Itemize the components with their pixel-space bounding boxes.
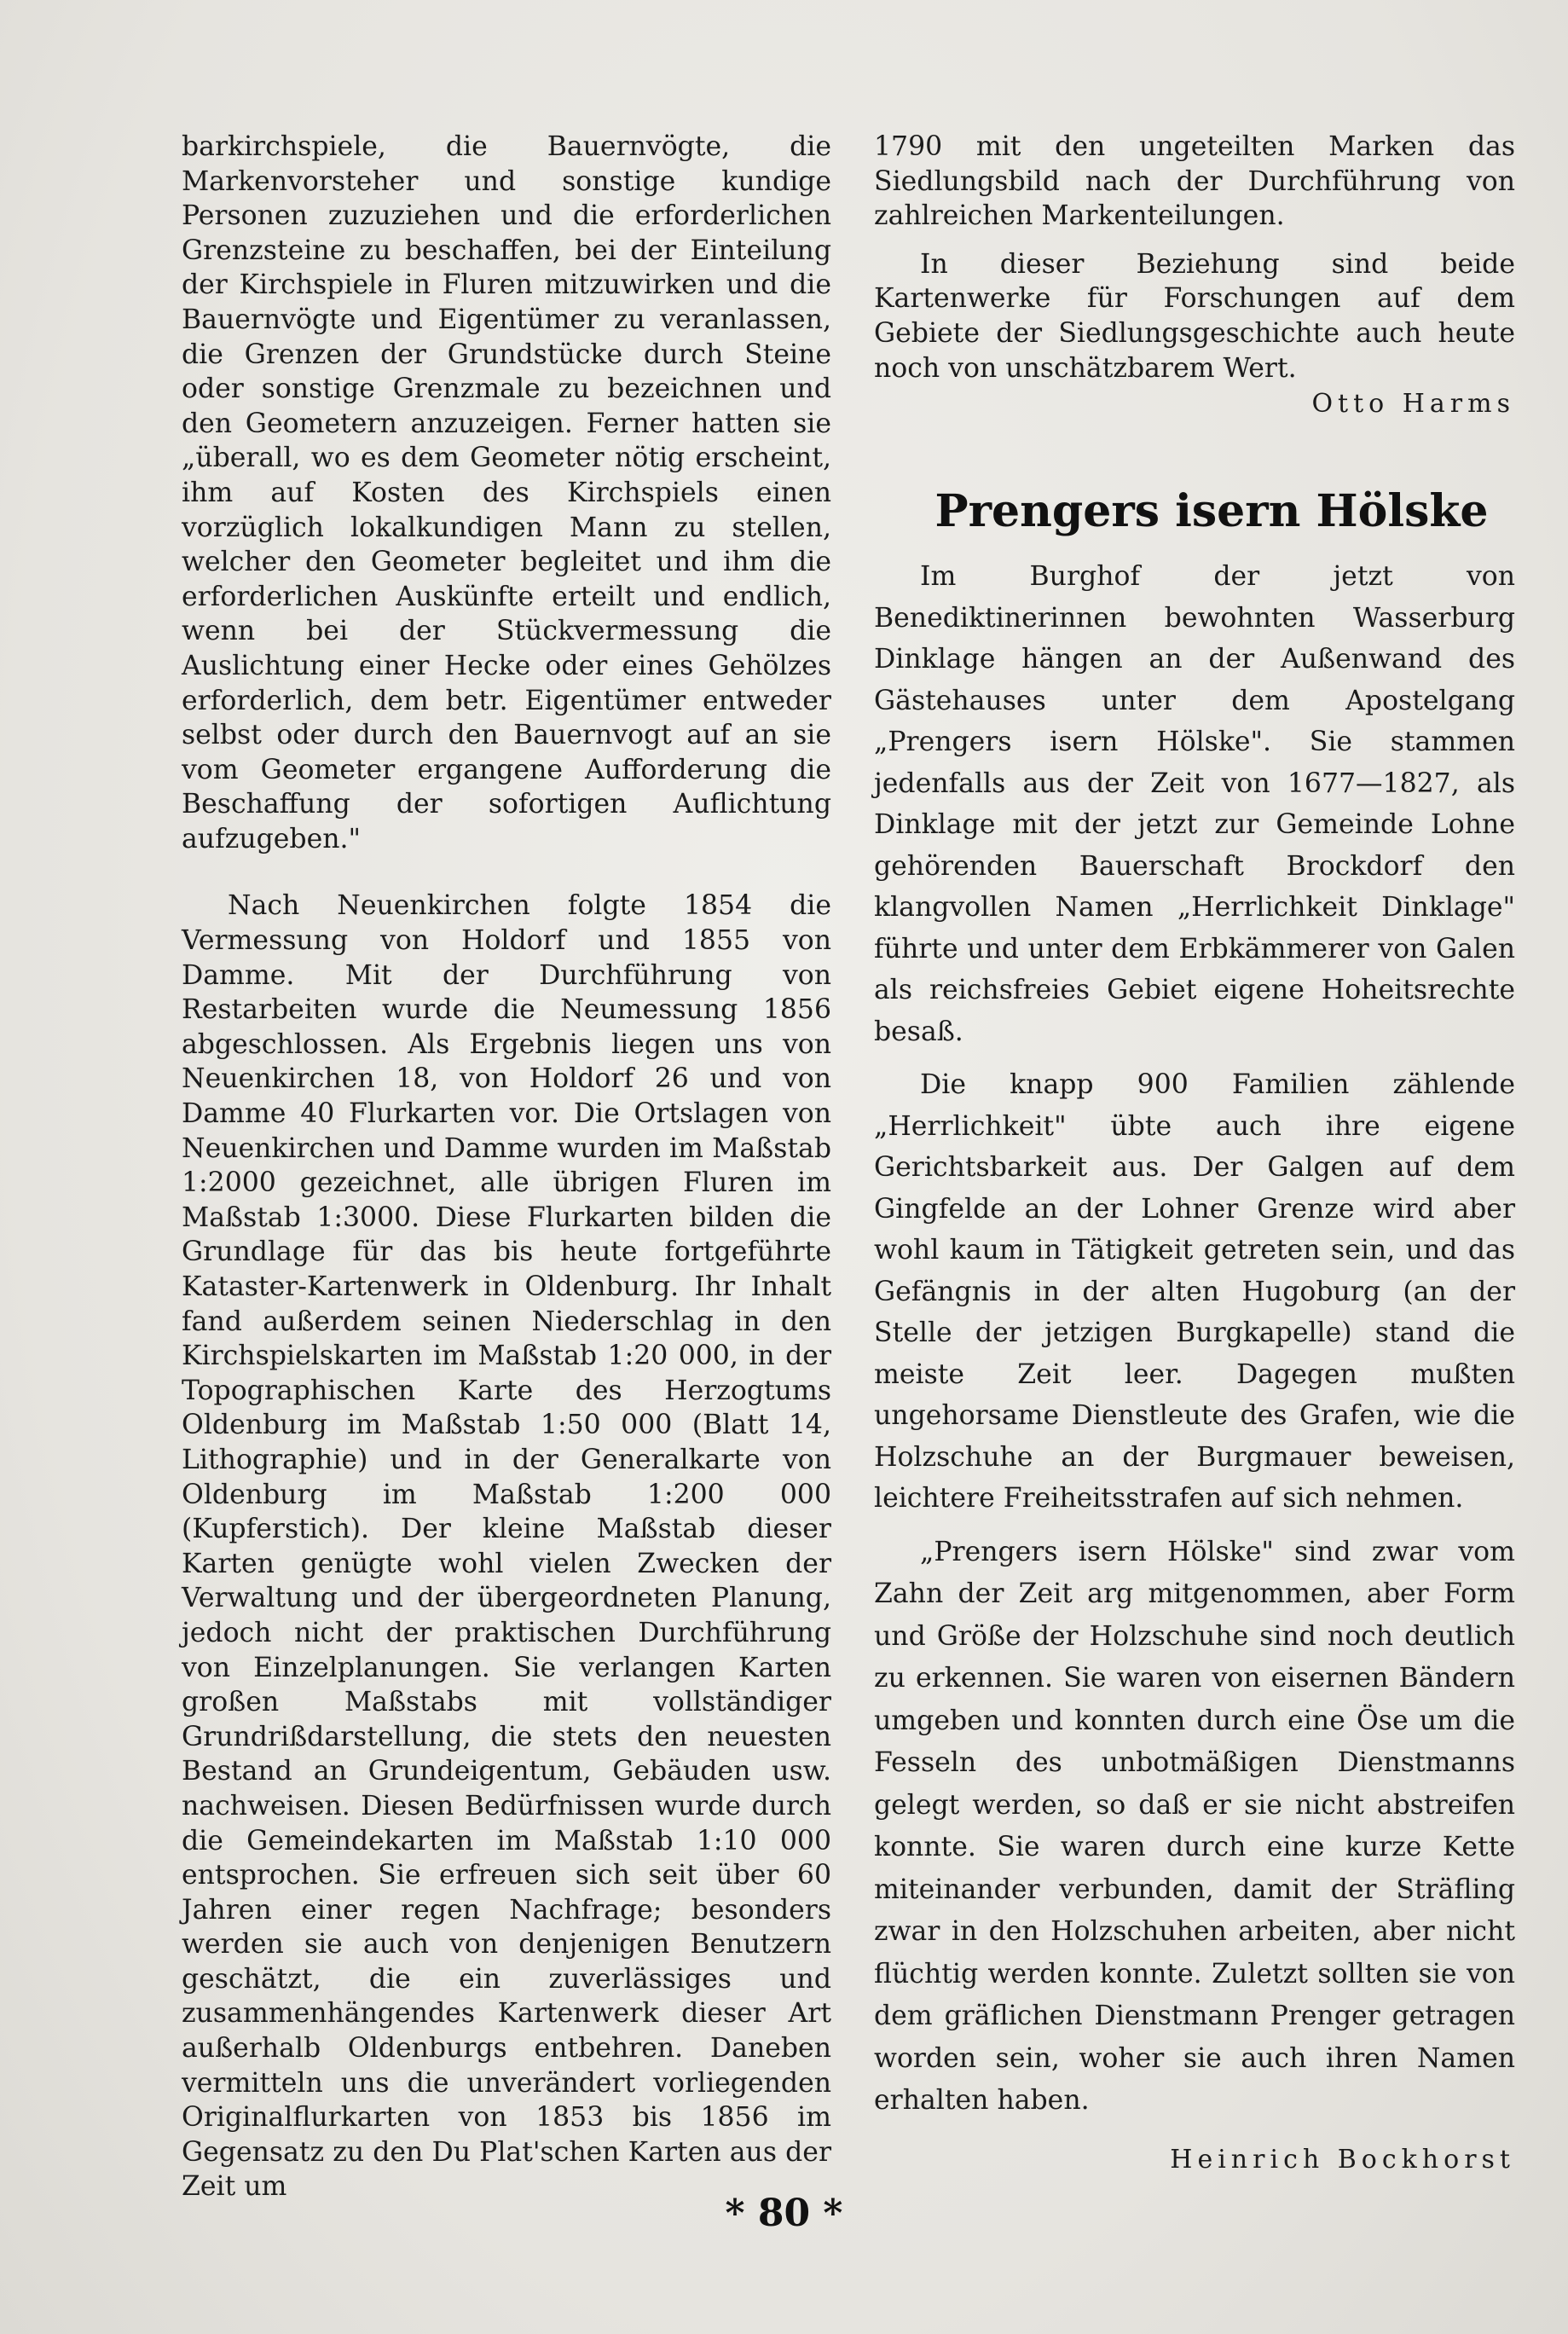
left-paragraph-2: Nach Neuenkirchen folgte 1854 die Vermessung von Holdorf und 1855 von Damme. Mit der Durchführung von Restarbeiten wurde die Neumessung 1856 abgeschlossen. Als Ergebnis liegen uns von Neuenkirchen 18, von Holdorf 26 und von Damme 40 Flurkarten vor. Die Ortslagen von Neuenkirchen und Damme wurden im Maßstab 1:2000 gezeichnet, alle übrigen Fluren im Maßstab 1:3000. Diese Flurkarten bilden die Grundlage für das bis heute fortgeführte Kataster-Kartenwerk in Oldenburg. Ihr Inhalt fand außerdem seinen Niederschlag in den Kirchspielskarten im Maßstab 1:20 000, in der Topographischen Karte des Herzogtums Oldenburg im Maßstab 1:50 000 (Blatt 14, Lithographie) und in der Generalkarte von Oldenburg im Maßstab 1:200 000 (Kupferstich). Der kleine Maßstab dieser Karten genügte wohl vielen Zwecken der Verwaltung und der übergeordneten Planung, jedoch nicht der praktischen Durchführung von Einzelplanungen. Sie verlangen Karten großen Maßstabs mit vollständiger Grundrißdarstellung, die stets den neuesten Bestand an Grundeigentum, Gebäuden usw. nachweisen. Diesen Bedürfnissen wurde durch die Gemeindekarten im Maßstab 1:10 000 entsprochen. Sie erfreuen sich seit über 60 Jahren einer regen Nachfrage; besonders werden sie auch von denjenigen Benutzern geschätzt, die ein zuverlässiges und zusammenhängendes Kartenwerk dieser Art außerhalb Oldenburgs entbehren. Daneben vermitteln uns die unverändert vorliegenden Originalflurkarten von 1853 bis 1856 im Gegensatz zu den Du Plat'schen Karten aus der Zeit um [182, 890, 831, 2203]
left-paragraph-1: barkirchspiele, die Bauernvögte, die Markenvorsteher und sonstige kundige Personen zuzuziehen und die erforderlichen Grenzsteine zu beschaffen, bei der Einteilung der Kirchspiele in Fluren mitzuwirken und die Bauernvögte und Eigentümer zu veranlassen, die Grenzen der Grundstücke durch Steine oder sonstige Grenzmale zu bezeichnen und den Geometern anzuzeigen. Ferner hatten sie „überall, wo es dem Geometer nötig erscheint, ihm auf Kosten des Kirchspiels einen vorzüglich lokalkundigen Mann zu stellen, welcher den Geometer begleitet und ihm die erforderlichen Auskünfte erteilt und endlich, wenn bei der Stückvermessung die Auslichtung einer Hecke oder eines Gehölzes erforderlich, dem betr. Eigentümer entweder selbst oder durch den Bauernvogt auf an sie vom Geometer ergangene Aufforderung die Beschaffung der sofortigen Auflichtung aufzugeben." [182, 131, 831, 854]
right-paragraph-1: 1790 mit den ungeteilten Marken das Siedlungsbild nach der Durchführung von zahlreichen Markenteilungen. [874, 131, 1515, 232]
left-column [182, 130, 831, 2204]
right-paragraph-2: In dieser Beziehung sind beide Kartenwerke für Forschungen auf dem Gebiete der Siedlungsgeschichte auch heute noch von unschätzbarem Wert. [874, 248, 1515, 384]
right-paragraph-3: Im Burghof der jetzt von Benediktinerinnen bewohnten Wasserburg Dinklage hängen an der Außenwand des Gästehauses unter dem Apostelgang „Prengers isern Hölske". Sie stammen jedenfalls aus der Zeit von 1677—1827, als Dinklage mit der jetzt zur Gemeinde Lohne gehörenden Bauerschaft Brockdorf den klangvollen Namen „Herrlichkeit Dinklage" führte und unter dem Erbkämmerer von Galen als reichsfreies Gebiet eigene Hoheitsrechte besaß. [874, 561, 1515, 1047]
right-paragraph-4: Die knapp 900 Familien zählende „Herrlichkeit" übte auch ihre eigene Gerichtsbarkeit aus. Der Galgen auf dem Gingfelde an der Lohner Grenze wird aber wohl kaum in Tätigkeit getreten sein, und das Gefängnis in der alten Hugoburg (an der Stelle der jetzigen Burgkapelle) stand die meiste Zeit leer. Dagegen mußten ungehorsame Dienstleute des Grafen, wie die Holzschuhe an der Burgmauer beweisen, leichtere Freiheitsstrafen auf sich nehmen. [874, 1069, 1515, 1514]
article-heading: Prengers isern Hölske [934, 485, 1489, 538]
right-column [874, 130, 1515, 2177]
right-paragraph-5: „Prengers isern Hölske" sind zwar vom Zahn der Zeit arg mitgenommen, aber Form und Größe der Holzschuhe sind noch deutlich zu erkennen. Sie waren von eisernen Bändern umgeben und konnten durch eine Öse um die Fesseln des unbotmäßigen Dienstmanns gelegt werden, so daß er sie nicht abstreifen konnte. Sie waren durch eine kurze Kette miteinander verbunden, damit der Sträfling zwar in den Holzschuhen arbeiten, aber nicht flüchtig werden konnte. Zuletzt sollten sie von dem gräflichen Dienstmann Prenger getragen worden sein, woher sie auch ihren Namen erhalten haben. [874, 1536, 1515, 2117]
page-number: * 80 * [725, 2192, 843, 2235]
author-otto-harms: Otto Harms [1311, 389, 1515, 420]
author-heinrich-bockhorst: Heinrich Bockhorst [1170, 2144, 1515, 2175]
